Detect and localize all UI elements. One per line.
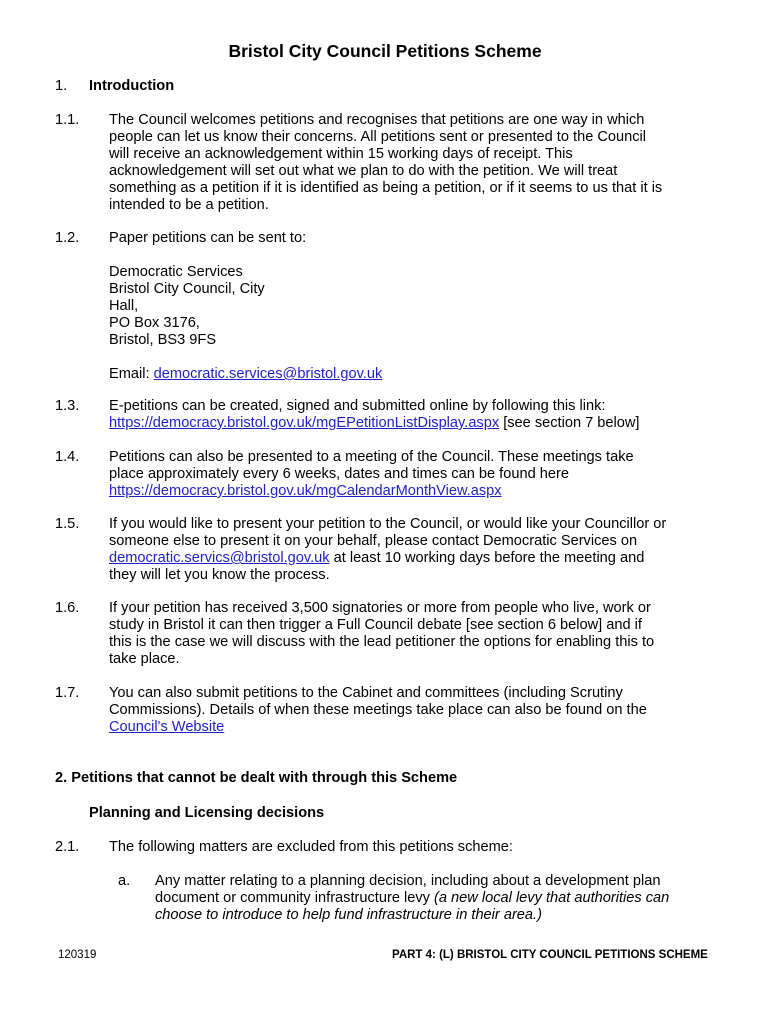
paragraph-line: they will let you know the process. xyxy=(109,567,330,583)
list-line: Any matter relating to a planning decision, including about a development plan xyxy=(155,873,661,889)
paragraph-number: 1.1. xyxy=(55,112,80,128)
paragraph-line: The following matters are excluded from this petitions scheme: xyxy=(109,839,513,855)
paragraph-number: 1.6. xyxy=(55,600,80,616)
email-label: Email: xyxy=(109,366,154,382)
address-line: Democratic Services xyxy=(109,264,243,280)
paragraph-line: acknowledgement will set out what we plan to do with the petition. We will treat xyxy=(109,163,618,179)
paragraph-line-tail: [see section 7 below] xyxy=(499,415,640,431)
list-line-italic: (a new local levy that authorities can xyxy=(434,890,670,906)
paragraph-line: this is the case we will discuss with the lead petitioner the options for enabling this to xyxy=(109,634,655,650)
paragraph-line: will receive an acknowledgement within 15 working days of receipt. This xyxy=(109,146,573,162)
contact-email-link[interactable]: democratic.servics@bristol.gov.uk xyxy=(109,550,330,566)
paragraph-line: study in Bristol it can then trigger a Full Council debate [see section 6 below] and if xyxy=(109,617,642,633)
section-heading-text: 2. Petitions that cannot be dealt with through this Scheme xyxy=(55,770,458,786)
section-number: 1. xyxy=(55,78,68,94)
paragraph-line: place approximately every 6 weeks, dates and times can be found here xyxy=(109,466,569,482)
paragraph-number: 1.7. xyxy=(55,685,80,701)
paragraph-number: 1.5. xyxy=(55,516,80,532)
list-line-italic: choose to introduce to help fund infrastructure in their area.) xyxy=(155,907,542,923)
epetition-link[interactable]: https://democracy.bristol.gov.uk/mgEPetitionListDisplay.aspx xyxy=(109,415,500,431)
paragraph-number: 2.1. xyxy=(55,839,80,855)
list-letter: a. xyxy=(118,873,131,889)
email-link[interactable]: democratic.services@bristol.gov.uk xyxy=(153,366,383,382)
paragraph-line: If you would like to present your petition to the Council, or would like your Councillor or xyxy=(109,516,667,532)
paragraph-line: people can let us know their concerns. All petitions sent or presented to the Council xyxy=(109,129,647,145)
paragraph-line: The Council welcomes petitions and recognises that petitions are one way in which xyxy=(109,112,645,128)
council-website-link[interactable]: Council's Website xyxy=(109,719,225,735)
paragraph-number: 1.3. xyxy=(55,398,80,414)
paragraph-line: something as a petition if it is identified as being a petition, or if it seems to us that it is xyxy=(109,180,663,196)
subheading-text: Planning and Licensing decisions xyxy=(89,805,325,821)
document-title: Bristol City Council Petitions Scheme xyxy=(228,41,542,61)
paragraph-line-tail: at least 10 working days before the meeting and xyxy=(329,550,645,566)
paragraph-number: 1.4. xyxy=(55,449,80,465)
paragraph-line: Commissions). Details of when these meetings take place can also be found on the xyxy=(109,702,647,718)
footer-label: PART 4: (L) BRISTOL CITY COUNCIL PETITIONS SCHEME xyxy=(392,949,708,961)
paragraph-number: 1.2. xyxy=(55,230,80,246)
paragraph-line: You can also submit petitions to the Cabinet and committees (including Scrutiny xyxy=(109,685,623,701)
address-line: Hall, xyxy=(109,298,139,314)
paragraph-line: Paper petitions can be sent to: xyxy=(109,230,307,246)
paragraph-line: someone else to present it on your behalf, please contact Democratic Services on xyxy=(109,533,638,549)
address-line: Bristol, BS3 9FS xyxy=(109,332,217,348)
section-heading-text: Introduction xyxy=(89,78,175,94)
address-line: PO Box 3176, xyxy=(109,315,200,331)
paragraph-line: intended to be a petition. xyxy=(109,197,269,213)
footer-code: 120319 xyxy=(58,949,97,961)
address-line: Bristol City Council, City xyxy=(109,281,265,297)
list-line: document or community infrastructure levy xyxy=(155,890,435,906)
paragraph-line: Petitions can also be presented to a meeting of the Council. These meetings take xyxy=(109,449,634,465)
paragraph-line: If your petition has received 3,500 signatories or more from people who live, work or xyxy=(109,600,651,616)
calendar-link[interactable]: https://democracy.bristol.gov.uk/mgCalendarMonthView.aspx xyxy=(109,483,502,499)
paragraph-line: E-petitions can be created, signed and submitted online by following this link: xyxy=(109,398,606,414)
paragraph-line: take place. xyxy=(109,651,180,667)
